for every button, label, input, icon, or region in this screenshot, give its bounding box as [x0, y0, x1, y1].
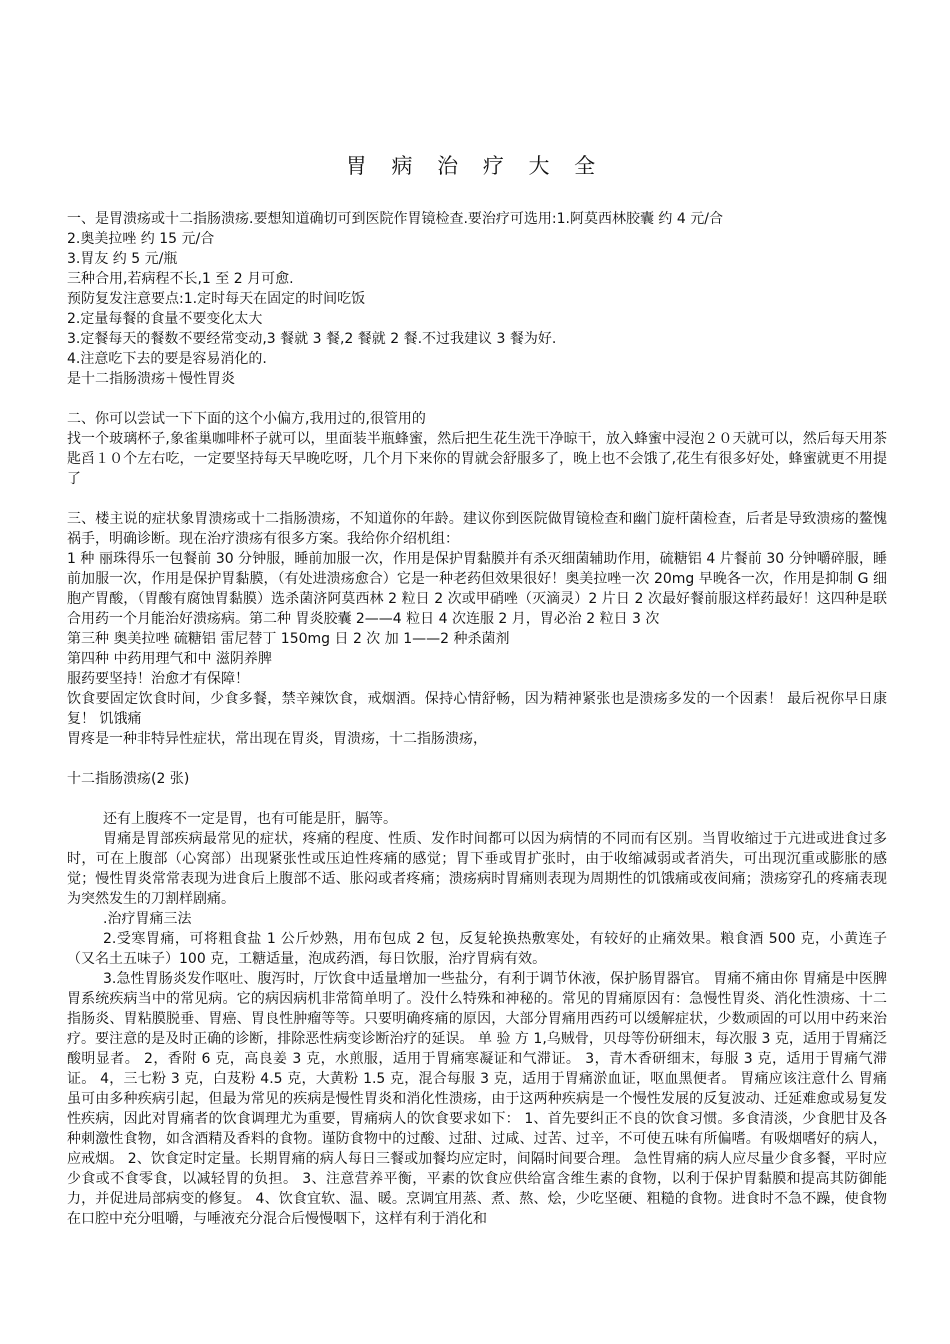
paragraph: 胃痛是胃部疾病最常见的症状，疼痛的程度、性质、发作时间都可以因为病情的不同而有区别。当胃收缩过于亢进或进食过多时，可在上腹部（心窝部）出现紧张性或压迫性疼痛的感觉；胃下垂或胃扩张时，由于收缩减弱或者消失，可出现沉重或膨胀的感觉；慢性胃炎常常表现为进食后上腹部不适、胀闷或者疼痛；溃疡病时胃痛则表现为周期性的饥饿痛或夜间痛；溃疡穿孔的疼痛表现为突然发生的刀割样剧痛。: [67, 831, 887, 907]
text-line: 三种合用,若病程不长,1 至 2 月可愈.: [67, 271, 294, 287]
text-line: 2.定量每餐的食量不要变化太大: [67, 311, 263, 327]
paragraph: .治疗胃痛三法: [103, 911, 192, 927]
paragraph: 1 种 丽珠得乐一包餐前 30 分钟服，睡前加服一次，作用是保护胃黏膜并有杀灭细菌辅助作用，硫糖铝 4 片餐前 30 分钟嚼碎服，睡前加服一次，作用是保护胃黏膜，（有处进溃疡愈合）它是一种老药但效果很好！奥美拉唑一次 20mg 早晚各一次，作用是抑制 G 细胞产胃酸，（胃酸有腐蚀胃黏膜）选杀菌济阿莫西林 2 粒日 2 次或甲硝唑（灭滴灵）2 片日 2 次最好餐前服这样药最好！这四种是联合用药一个月能治好溃疡病。第二种 胃炎胶囊 2——4 粒日 4 次连服 2 月，胃必治 2 粒日 3 次: [67, 551, 887, 627]
text-line: 3.定餐每天的餐数不要经常变动,3 餐就 3 餐,2 餐就 2 餐.不过我建议 3 餐为好.: [67, 331, 557, 347]
spacer: [67, 749, 887, 769]
paragraph: 饮食要固定饮食时间，少食多餐，禁辛辣饮食，戒烟酒。保持心情舒畅，因为精神紧张也是溃疡多发的一个因素！ 最后祝你早日康复！ 饥饿痛: [67, 691, 887, 727]
paragraph: 找一个玻璃杯子,象雀巢咖啡杯子就可以，里面装半瓶蜂蜜，然后把生花生洗干净晾干，放入蜂蜜中浸泡２０天就可以，然后每天用茶匙舀１０个左右吃，一定要坚持每天早晚吃呀，几个月下来你的胃就会舒服多了，晚上也不会饿了,花生有很多好处，蜂蜜就更不用提了: [67, 431, 887, 487]
section-4: [67, 769, 887, 1229]
paragraph: 三、楼主说的症状象胃溃疡或十二指肠溃疡，不知道你的年龄。建议你到医院做胃镜检查和幽门旋杆菌检查，后者是导致溃疡的鳌愧祸手，明确诊断。现在治疗溃疡有很多方案。我给你介绍机组：: [67, 511, 887, 547]
spacer: [67, 789, 887, 809]
paragraph: 2.受寒胃痛，可将粗食盐 1 公斤炒熟，用布包成 2 包，反复轮换热敷寒处，有较好的止痛效果。粮食酒 500 克，小黄连子（又名土五味子）100 克，工糖适量，泡成药酒，每日饮服，治疗胃病有效。: [67, 931, 887, 967]
spacer: [67, 389, 887, 409]
spacer: [67, 489, 887, 509]
document-body: [67, 209, 887, 1229]
text-line: 预防复发注意要点:1.定时每天在固定的时间吃饭: [67, 291, 366, 307]
text-line: 第四种 中药用理气和中 滋阴养脾: [67, 651, 272, 667]
text-line: 2.奥美拉唑 约 15 元/合: [67, 231, 215, 247]
paragraph: 还有上腹疼不一定是胃，也有可能是肝，膈等。: [103, 811, 397, 827]
text-line: 服药要坚持！治愈才有保障！: [67, 671, 249, 687]
text-line: 胃疼是一种非特异性症状，常出现在胃炎，胃溃疡，十二指肠溃疡，: [67, 731, 487, 747]
text-line: 一、是胃溃疡或十二指肠溃疡.要想知道确切可到医院作胃镜检查.要治疗可选用:1.阿莫西林胶囊 约 4 元/合: [67, 211, 723, 227]
document-title: 胃 病 治 疗 大 全: [345, 154, 605, 178]
text-line: 3.胃友 约 5 元/瓶: [67, 251, 178, 267]
paragraph: 3.急性胃肠炎发作呕吐、腹泻时，厅饮食中适量增加一些盐分，有利于调节休液，保护肠胃器官。 胃痛不痛由你 胃痛是中医脾胃系统疾病当中的常见病。它的病因病机非常简单明了。没什么特殊和神秘的。常见的胃痛原因有：急慢性胃炎、消化性溃疡、十二指肠炎、胃粘膜脱垂、胃癌、胃良性肿瘤等等。只要明确疼痛的原因，大部分胃痛用西药可以缓解症状，少数顽固的可以用中药来治疗。要注意的是及时正确的诊断，排除恶性病变诊断治疗的延误。 单 验 方 1,乌贼骨，贝母等份研细末，每次服 3 克，适用于胃痛泛酸明显者。 2，香附 6 克，高良姜 3 克，水煎服，适用于胃痛寒凝证和气滞证。 3，青木香研细末，每服 3 克，适用于胃痛气滞证。 4，三七粉 3 克，白芨粉 4.5 克，大黄粉 1.5 克，混合每服 3 克，适用于胃痛淤血证，呕血黑便者。 胃痛应该注意什么 胃痛虽可由多种疾病引起，但最为常见的疾病是慢性胃炎和消化性溃疡，由于这两种疾病是一个慢性发展的反复波动、迁延难愈或易复发性疾病，因此对胃痛者的饮食调理尤为重要，胃痛病人的饮食要求如下： 1、首先要纠正不良的饮食习惯。多食清淡，少食肥甘及各种刺激性食物，如含酒精及香料的食物。谨防食物中的过酸、过甜、过咸、过苦、过辛，不可使五味有所偏嗜。有吸烟嗜好的病人，应戒烟。 2、饮食定时定量。长期胃痛的病人每日三餐或加餐均应定时，间隔时间要合理。 急性胃痛的病人应尽量少食多餐，平时应少食或不食零食，以减轻胃的负担。 3、注意营养平衡，平素的饮食应供给富含维生素的食物，以利于保护胃黏膜和提高其防御能力，并促进局部病变的修复。 4、饮食宜软、温、暖。烹调宜用蒸、煮、熬、烩，少吃坚硬、粗糙的食物。进食时不急不躁，使食物在口腔中充分咀嚼，与唾液充分混合后慢慢咽下，这样有利于消化和: [67, 971, 887, 1227]
section-heading: 二、你可以尝试一下下面的这个小偏方,我用过的,很管用的: [67, 411, 426, 427]
section-3: [67, 509, 887, 749]
section-2: [67, 409, 887, 489]
text-line: 第三种 奥美拉唑 硫糖铝 雷尼替丁 150mg 日 2 次 加 1——2 种杀菌剂: [67, 631, 510, 647]
section-heading: 十二指肠溃疡(2 张): [67, 771, 190, 787]
text-line: 是十二指肠溃疡＋慢性胃炎: [67, 371, 235, 387]
section-1: [67, 209, 887, 389]
text-line: 4.注意吃下去的要是容易消化的.: [67, 351, 267, 367]
